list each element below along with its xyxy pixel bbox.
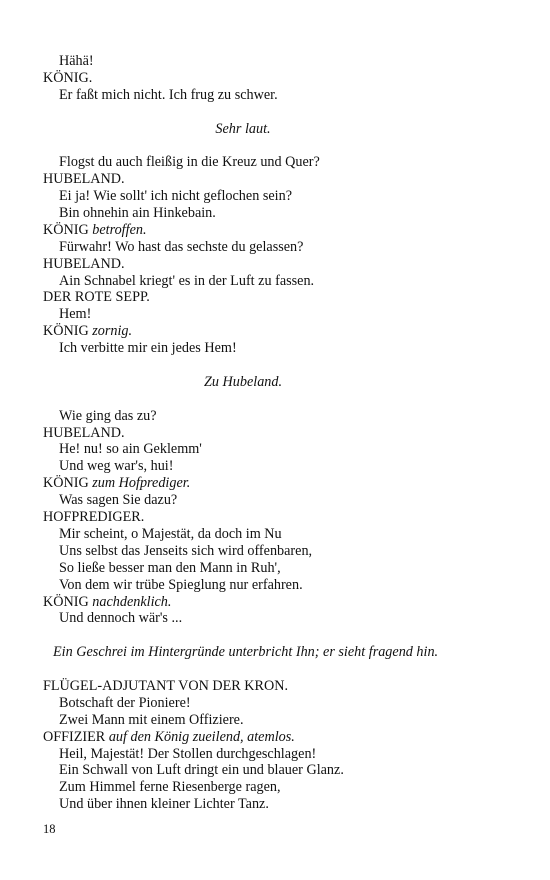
speaker-line <box>43 171 513 188</box>
verse-line: Ich verbitte mir ein jedes Hem! <box>59 340 237 357</box>
speaker-line <box>43 475 513 492</box>
speaker-line <box>43 256 513 273</box>
verse-line: Botschaft der Pioniere! <box>59 694 191 711</box>
speaker-line <box>43 509 513 526</box>
blank-line <box>43 137 513 154</box>
stage-direction-inline: zum Hofprediger. <box>92 475 191 492</box>
stage-direction: Ein Geschrei im Hintergründe unterbricht Ihn; er sieht fragend hin. <box>53 644 439 661</box>
speaker-name: OFFIZIER <box>43 728 106 745</box>
verse-line: Und dennoch wär's ... <box>59 610 183 627</box>
verse-line: Zwei Mann mit einem Offiziere. <box>59 711 244 728</box>
stage-direction-inline: nachdenklich. <box>92 593 172 610</box>
verse-line: Flogst du auch fleißig in die Kreuz und Quer? <box>59 154 320 171</box>
speaker-line <box>43 222 513 239</box>
verse-line: He! nu! so ain Geklemm' <box>59 441 202 458</box>
speaker-name: DER ROTE SEPP. <box>43 289 150 306</box>
verse-line: So ließe besser man den Mann in Ruh', <box>59 559 281 576</box>
speaker-name: HOFPREDIGER. <box>43 509 145 526</box>
stage-direction-inline: auf den König zueilend, atemlos. <box>108 728 295 745</box>
speaker-name: FLÜGEL-ADJUTANT VON DER KRON. <box>43 677 289 694</box>
verse-line: Und über ihnen kleiner Lichter Tanz. <box>59 796 269 813</box>
verse-line: Was sagen Sie dazu? <box>59 492 178 509</box>
blank-line <box>43 661 513 678</box>
verse-line: Zum Himmel ferne Riesenberge ragen, <box>59 779 281 796</box>
verse-line: Hähä! <box>59 53 94 69</box>
verse-line: Fürwahr! Wo hast das sechste du gelassen? <box>59 238 304 255</box>
verse-line: Von dem wir trübe Spieglung nur erfahren. <box>59 576 303 593</box>
verse-line: Hem! <box>59 306 92 323</box>
speaker-name: HUBELAND. <box>43 255 125 272</box>
speaker-name: KÖNIG <box>43 221 89 238</box>
verse-line: Ei ja! Wie sollt' ich nicht geflochen sein? <box>59 188 292 205</box>
blank-line <box>43 391 513 408</box>
speaker-line <box>43 678 513 695</box>
verse-line: Ein Schwall von Luft dringt ein und blauer Glanz. <box>59 762 344 779</box>
play-text <box>43 53 513 813</box>
verse-line: Heil, Majestät! Der Stollen durchgeschlagen! <box>59 745 317 762</box>
verse-line: Uns selbst das Jenseits sich wird offenbaren, <box>59 542 313 559</box>
stage-direction-inline: betroffen. <box>92 221 147 238</box>
speaker-line <box>43 425 513 442</box>
stage-direction: Zu Hubeland. <box>203 373 283 390</box>
verse-line: Ain Schnabel kriegt' es in der Luft zu fassen. <box>59 272 315 289</box>
page-number: 18 <box>43 822 56 836</box>
blank-line <box>43 357 513 374</box>
blank-line <box>43 627 513 644</box>
speaker-line <box>43 289 513 306</box>
verse-line: Mir scheint, o Majestät, da doch im Nu <box>59 525 282 542</box>
speaker-line <box>43 323 513 340</box>
speaker-name: KÖNIG <box>43 475 89 492</box>
stage-direction: Sehr laut. <box>215 120 271 137</box>
speaker-line <box>43 729 513 746</box>
verse-line: Bin ohnehin ain Hinkebain. <box>59 205 216 222</box>
blank-line <box>43 104 513 121</box>
speaker-name: KÖNIG. <box>43 69 93 86</box>
stage-direction-inline: zornig. <box>92 323 133 340</box>
speaker-name: HUBELAND. <box>43 424 125 441</box>
speaker-name: KÖNIG <box>43 323 89 340</box>
speaker-name: HUBELAND. <box>43 171 125 188</box>
verse-line: Er faßt mich nicht. Ich frug zu schwer. <box>59 86 278 103</box>
speaker-line <box>43 70 513 87</box>
verse-line: Wie ging das zu? <box>59 407 157 424</box>
verse-line: Und weg war's, hui! <box>59 458 174 475</box>
speaker-name: KÖNIG <box>43 593 89 610</box>
speaker-line <box>43 594 513 611</box>
